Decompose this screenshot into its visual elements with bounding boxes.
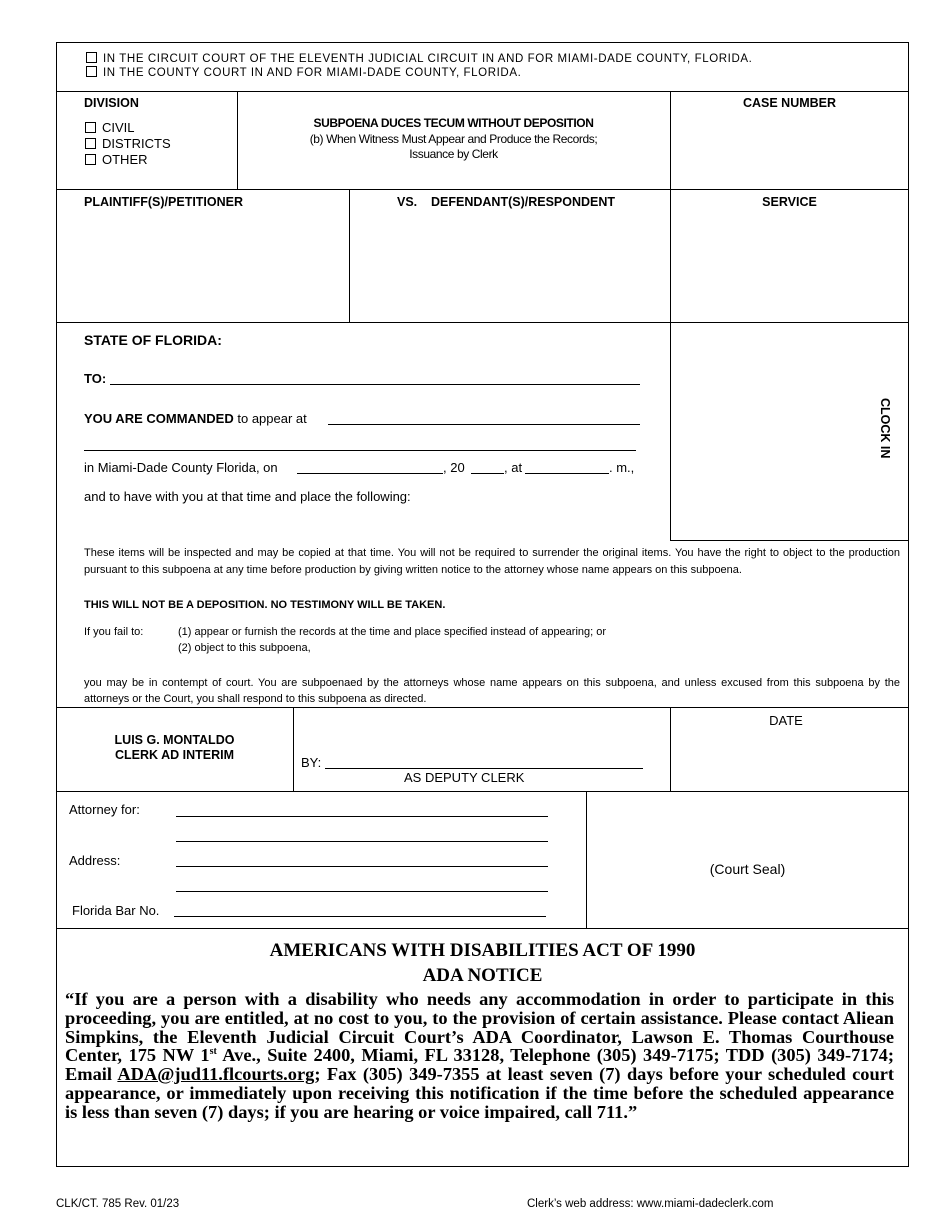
appear-location-field-2[interactable] (84, 450, 636, 451)
inspect-notice: These items will be inspected and may be copied at that time. You will not be required to surrender the original items. You have the right to object to the production pursuant to this subpoena at any time before production by giving written notice to the attorney whose name appears on this subpoena. (84, 547, 900, 576)
division-option-label: DISTRICTS (102, 136, 171, 151)
year-label: , 20 (443, 460, 465, 475)
deputy-label: AS DEPUTY CLERK (404, 770, 525, 785)
divider (56, 707, 909, 708)
ada-subtitle: ADA NOTICE (422, 965, 543, 986)
appear-location-field[interactable] (328, 424, 640, 425)
address-field[interactable] (176, 866, 548, 867)
divider (56, 928, 909, 929)
no-deposition-notice: THIS WILL NOT BE A DEPOSITION. NO TESTIMONY WILL BE TAKEN. (84, 599, 446, 611)
attorney-for-field-2[interactable] (176, 841, 548, 842)
fail-item-2: (2) object to this subpoena, (178, 642, 311, 654)
commanded-line (84, 411, 307, 426)
court-option-label: IN THE COUNTY COURT IN AND FOR MIAMI-DADE COUNTY, FLORIDA. (103, 67, 522, 79)
court-seal-label: (Court Seal) (709, 861, 786, 877)
service-label: SERVICE (762, 195, 817, 209)
divider (56, 91, 909, 92)
m-label: . m., (609, 460, 635, 475)
ada-notice-text (65, 990, 894, 1122)
time-field[interactable] (525, 473, 609, 474)
deputy-signature-field[interactable] (325, 768, 643, 769)
ada-text: ; Fax (305) 349-7355 at least seven (7) days before your scheduled court appearance, or immediately upon receiving this notification if the time before the scheduled appearance is less than seven (7) days; if you are hearing or voice impaired, call 711.” (65, 1064, 894, 1122)
divider (56, 791, 909, 792)
court-option-label: IN THE CIRCUIT COURT OF THE ELEVENTH JUDICIAL CIRCUIT IN AND FOR MIAMI-DADE COUNTY, FLORIDA. (103, 53, 753, 65)
to-label: TO: (84, 371, 107, 386)
form-title-block (237, 116, 670, 161)
ada-email-link[interactable]: ADA@jud11.flcourts.org (117, 1064, 315, 1085)
attorney-for-label: Attorney for: (69, 802, 140, 817)
division-option-label: CIVIL (102, 120, 135, 135)
division-option-other[interactable] (85, 152, 148, 167)
attorney-for-field[interactable] (176, 816, 548, 817)
checkbox-icon[interactable] (86, 52, 97, 63)
divider (670, 91, 671, 540)
bar-number-field[interactable] (174, 916, 546, 917)
case-number-label: CASE NUMBER (742, 96, 837, 110)
division-option-civil[interactable] (85, 120, 135, 135)
checkbox-icon[interactable] (86, 66, 97, 77)
contempt-notice: you may be in contempt of court. You are subpoenaed by the attorneys whose name appears on this subpoena, and unless excused from this subpoena by the attorneys or the Court, you shall respond to this subpoena as directed. (84, 677, 900, 705)
in-county-label: in Miami-Dade County Florida, on (84, 460, 278, 475)
commanded-label: YOU ARE COMMANDED (84, 411, 234, 426)
checkbox-icon[interactable] (85, 154, 96, 165)
divider (586, 791, 587, 928)
defendant-label: DEFENDANT(S)/RESPONDENT (431, 195, 616, 209)
divider (349, 189, 350, 322)
divider (56, 189, 909, 190)
address-field-2[interactable] (176, 891, 548, 892)
commanded-text: to appear at (237, 411, 307, 426)
to-field[interactable] (110, 384, 640, 385)
form-id: CLK/CT. 785 Rev. 01/23 (56, 1198, 180, 1210)
court-option-circuit[interactable] (86, 52, 752, 65)
vs-label: VS. (397, 195, 418, 209)
division-option-districts[interactable] (85, 136, 171, 151)
ada-text-superscript: st (209, 1046, 217, 1058)
have-with-text: and to have with you at that time and place the following: (84, 489, 411, 504)
by-label: BY: (301, 755, 322, 770)
state-label: STATE OF FLORIDA: (84, 332, 222, 348)
divider (670, 540, 909, 541)
checkbox-icon[interactable] (85, 138, 96, 149)
checkbox-icon[interactable] (85, 122, 96, 133)
division-label: DIVISION (84, 96, 139, 110)
plaintiff-label: PLAINTIFF(S)/PETITIONER (84, 195, 244, 209)
ada-text: “If you are a person with a disability who needs any accommodation in order to participate in this proceeding, you are entitled, at no cost to you, to the provision of certain assistance. Please contact Aliean Simpkins, the Eleventh Judicial Circuit Court’s ADA Coordinator, Lawson E. Thomas Courthouse Center, 175 NW 1 (65, 989, 894, 1066)
court-option-county[interactable] (86, 66, 521, 79)
at-label: , at (504, 460, 523, 475)
year-field[interactable] (471, 473, 504, 474)
form-subtitle: Issuance by Clerk (409, 147, 498, 161)
date-field[interactable] (297, 473, 443, 474)
form-title: SUBPOENA DUCES TECUM WITHOUT DEPOSITION (313, 116, 594, 130)
divider (293, 707, 294, 791)
clerk-title: CLERK AD INTERIM (115, 748, 234, 762)
fail-label: If you fail to: (84, 626, 144, 638)
ada-title: AMERICANS WITH DISABILITIES ACT OF 1990 (269, 940, 696, 961)
form-subtitle: (b) When Witness Must Appear and Produce the Records; (309, 132, 598, 146)
ada-text: Ave., Suite 2400, Miami, FL 33128, Telephone (305) 349-7175; TDD (305) 349-7174; Email (65, 1045, 894, 1085)
fail-item-1: (1) appear or furnish the records at the time and place specified instead of appearing; or (178, 626, 607, 638)
clock-in-label: CLOCK IN (878, 398, 892, 459)
divider (56, 322, 909, 323)
clerk-web-address[interactable]: Clerk’s web address: www.miami-dadeclerk.com (527, 1198, 774, 1210)
clerk-name: LUIS G. MONTALDO (114, 733, 235, 747)
date-label: DATE (769, 713, 803, 728)
address-label: Address: (69, 853, 121, 868)
division-option-label: OTHER (102, 152, 148, 167)
bar-number-label: Florida Bar No. (72, 903, 160, 918)
